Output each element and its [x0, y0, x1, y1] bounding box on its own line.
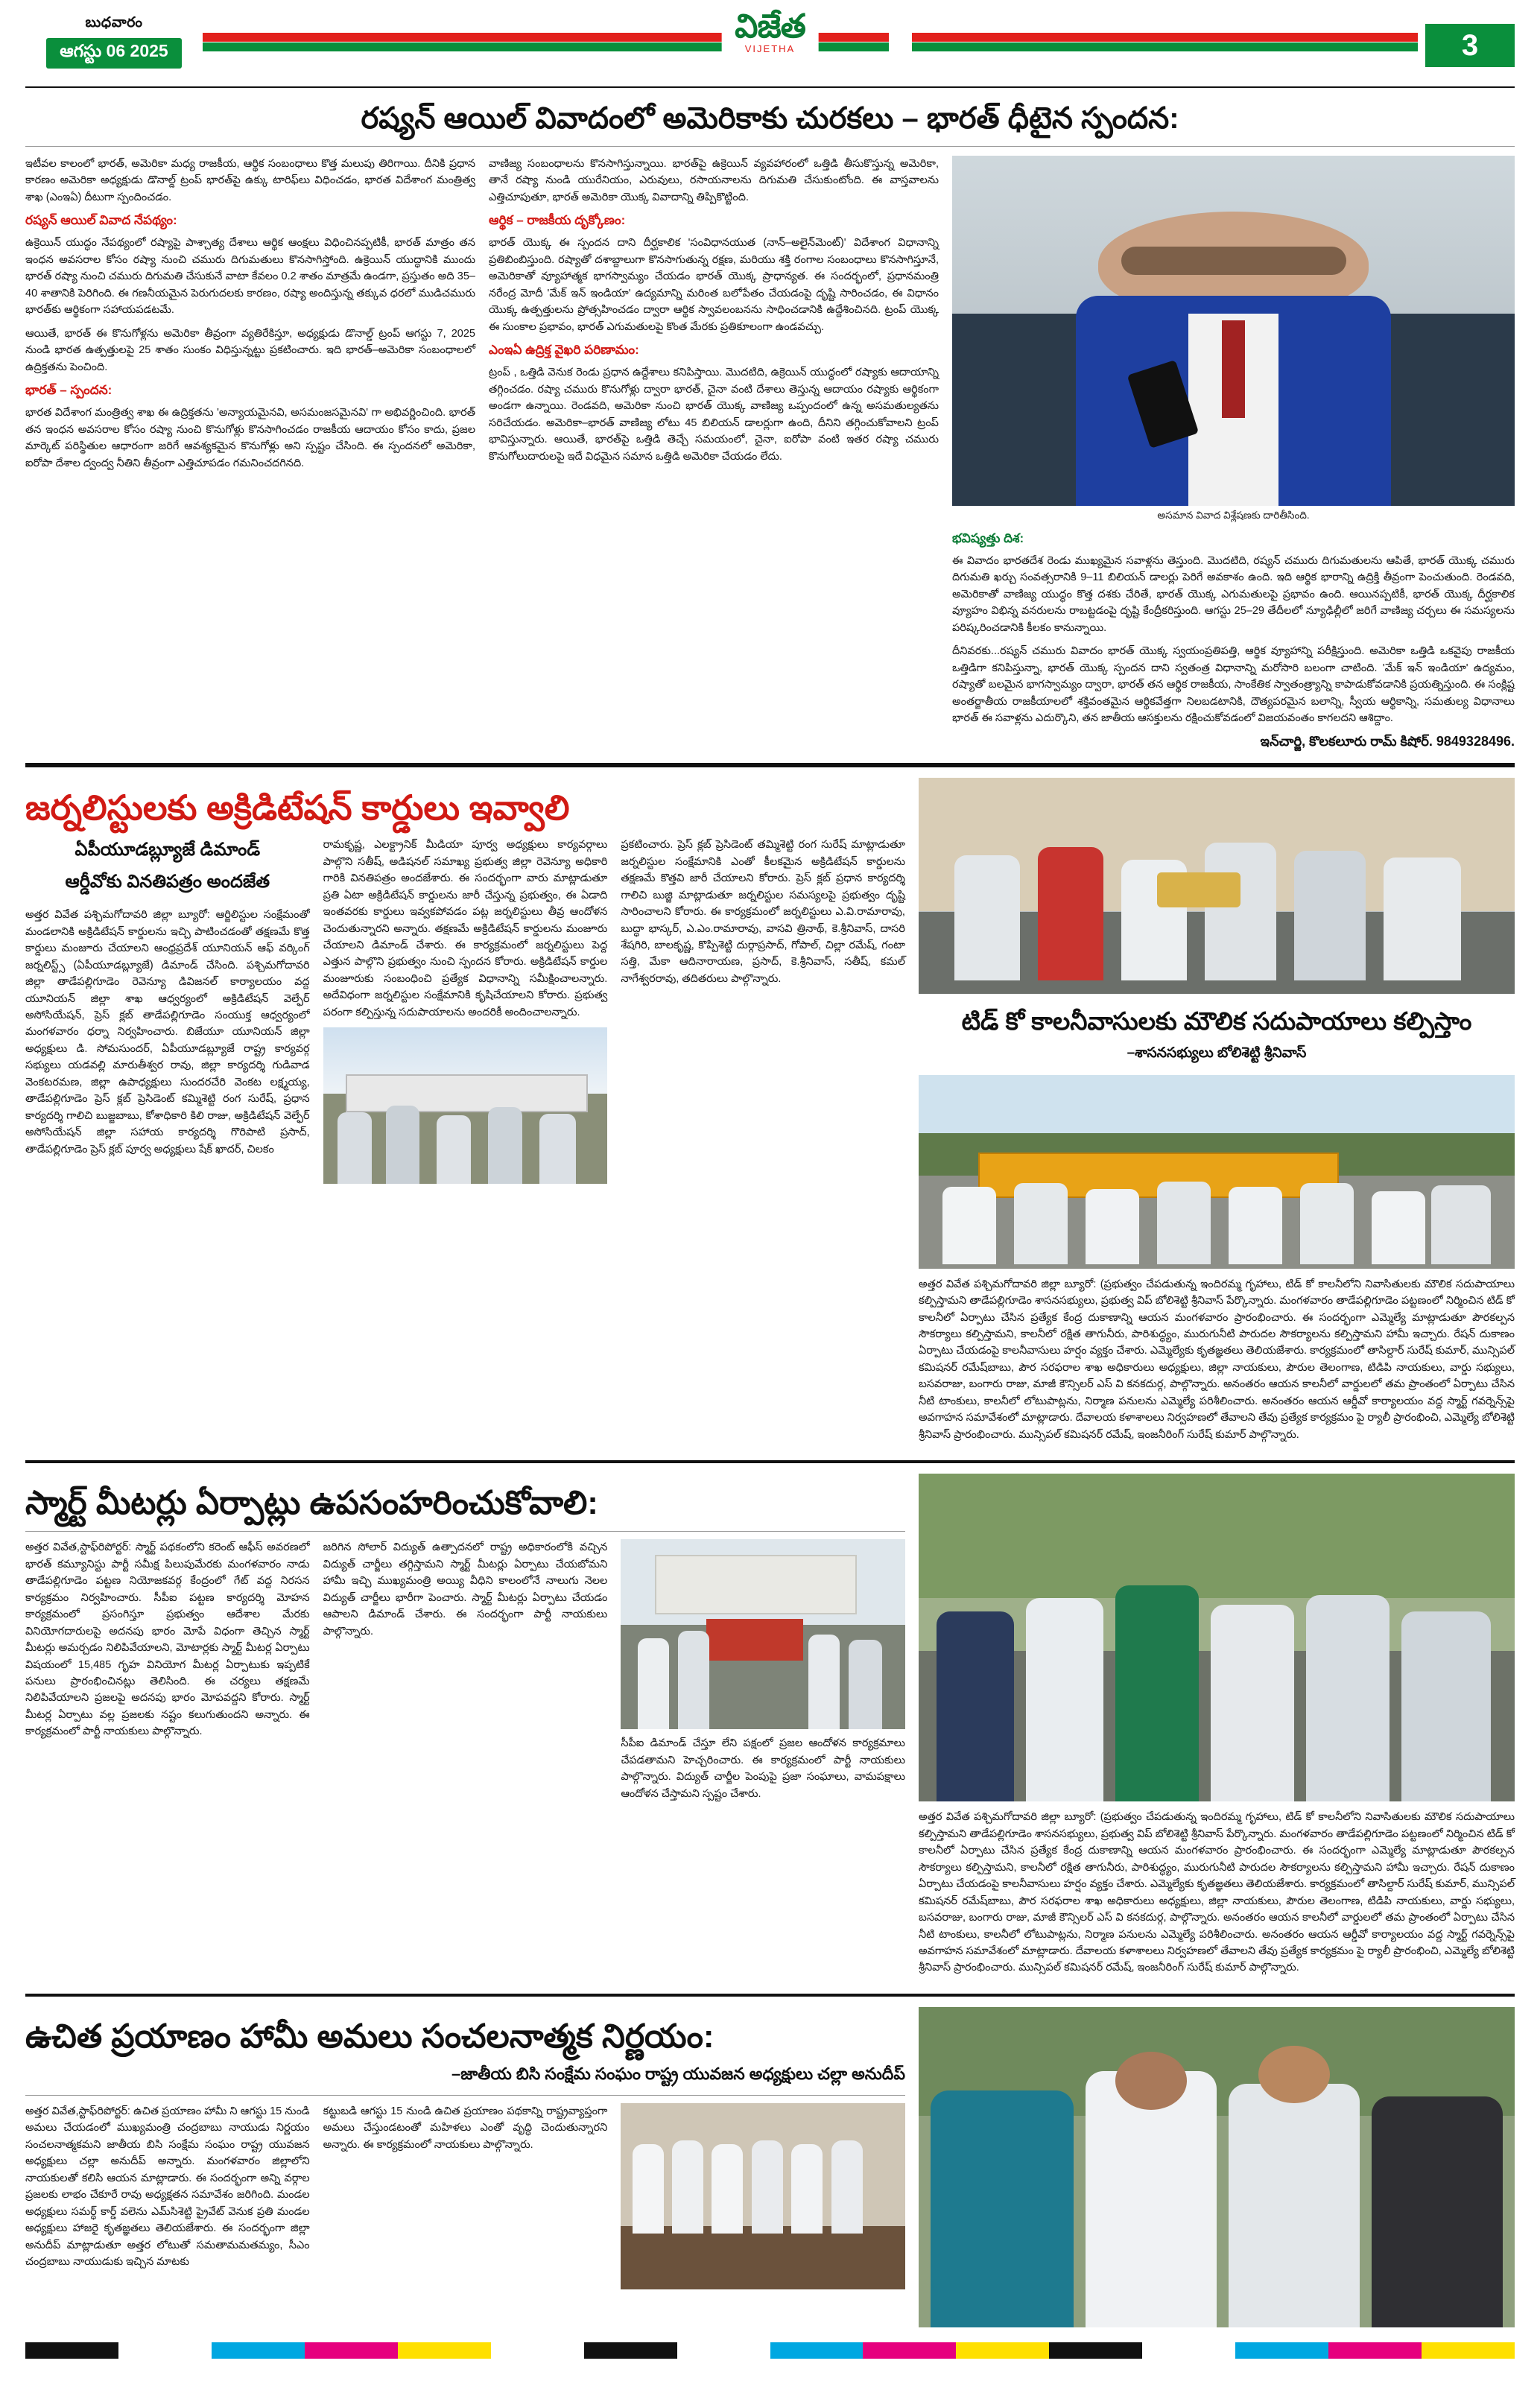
lead-c1-p2: ఉక్రెయిన్ యుద్ధం నేపథ్యంలో రష్యాపై పాశ్చాత్య దేశాలు ఆర్థిక ఆంక్షలు విధించినప్పటికీ, భారత్ మాత్రం తన ఇంధన అవసరాల కోసం రష్యా నుంచి చమురు దిగుమతులు కొనసాగిస్తోంది. ఉక్రెయిన్ యుద్ధానికి ముందు భారత్ రష్యా నుంచి చమురు దిగుమతి చేసుకునే వాటా కేవలం 0.2 శాతం మాత్రమే ఉండగా, ప్రస్తుతం అది 35–40 శాతానికి పెరిగింది. ఈ గణనీయమైన పెరుగుదలకు కారణం, రష్యా అందిస్తున్న తక్కువ ధరలో ముడిచమురు భారత్‌కు ఆర్థికంగా సహాయపడటమే. — [25, 237, 475, 317]
story2-subhead-1: ఏపీయూడబ్ల్యూజే డిమాండ్ — [75, 840, 261, 860]
story2-wrap — [25, 778, 1515, 1451]
story5-photo-meeting — [621, 2103, 905, 2289]
lead-c3-p1: ఈ వివాదం భారతదేశ రెండు ముఖ్యమైన సవాళ్లను తెస్తుంది. మొదటిది, రష్యన్ చమురు దిగుమతులను ఆపితే, భారత్ యొక్క చమురు దిగుమతి ఖర్చు సంవత్సరానికి 9–11 బిలియన్ డాలర్లు పెరిగే అవకాశం ఉంది. ఇది ఆర్థిక భారాన్ని ఉద్రిక్తి తీవ్రంగా పెంచుతుంది. రెండవది, అమెరికాతో వాణిజ్య యుద్ధం కొత్త దశకు చేరితే, భారత్ యొక్క ఎగుమతులపై ప్రభావం ఉంది. ఆయినప్పటికీ, భారత్ యొక్క దీర్ఘకాలిక వ్యూహం విభిన్న వనరులను రాబట్టడంపై దృష్టి కేంద్రీకరిస్తుంది. ఆగస్టు 25–29 తేదీలలో న్యూఢిల్లీలో జరిగే వాణిజ్య చర్చలు ఈ సమస్యలను పరిష్కరించడానికి కీలకం కానున్నాయి. — [952, 555, 1515, 634]
lead-c1-subhead-1: రష్యన్ ఆయిల్ వివాద నేపథ్యం: — [25, 213, 177, 228]
story5-divider — [25, 2095, 905, 2096]
story5-photo-mla — [919, 2007, 1515, 2327]
story3-photo — [919, 778, 1515, 994]
story2-photo-protest — [323, 1027, 608, 1184]
story3-photo-rally — [919, 1075, 1515, 1269]
story5-right-photo-col — [919, 2007, 1515, 2327]
lead-column-2 — [489, 156, 939, 752]
story4-headline: స్మార్ట్ మీటర్లు ఏర్పాట్లు ఉపసంహరించుకోవాలి: — [25, 1485, 598, 1522]
story4-c1-p1: అత్తర వివేత,స్టాఫ్‌రిపోర్టర్: స్మార్ట్ పథకంలోని కరెంట్ ఆఫీస్ అవరణలో భారత్ కమ్యూనిస్టు పార్టీ సమీక్ష పిలుపుమేరకు మంగళవారం నాడు తాడేపల్లిగూడెం పట్టణ నియోజకవర్గ కేంద్రంలో గేట్ వద్ద నిరసన కార్యక్రమం నిర్వహించారు. సీపీఐ పట్టణ కార్యదర్శి మోహన కార్యక్రమంలో ప్రసంగిస్తూ ప్రభుత్వం ఆదేశాల మేరకు వినియోగదారులపై అదనపు భారం మోపే విధంగా తెచ్చిన స్మార్ట్ మీటర్లు అమర్చడం నిలిపివేయాలని, మోటార్లకు స్మార్ట్ మీటర్ల ఏర్పాటు విషయంలో 15,485 గృహ వినియోగ మీటర్ల ఏర్పాటుకు ఇప్పటికే పనులు ప్రారంభించినట్లు తెలిసింది. ఈ చర్యలు తక్షణమే నిలిపివేయాలని ప్రజలపై అదనపు భారం మోపవద్దని కోరారు. స్మార్ట్ మీటర్ల ఏర్పాటు వల్ల ప్రజలకు నష్టం కలుగుతుందని అన్నారు. ఈ కార్యక్రమంలో పార్టీ నాయకులు పాల్గొన్నారు. — [25, 1541, 310, 1738]
story5-c1-p1: అత్తర వివేత,స్టాఫ్‌రిపోర్టర్: ఉచిత ప్రయాణం హామీ ని ఆగస్టు 15 నుండి అమలు చేయడంలో ముఖ్యమంత్రి చంద్రబాబు నాయుడు నిర్ణయం సంచలనాత్మకమని జాతీయ బిసి సంక్షేమ సంఘం రాష్ట్ర యువజన అధ్యక్షులు చల్లా అనుదీప్ అన్నారు. మంగళవారం జిల్లాలోని నాయకులతో కలిసి ఆయన మాట్లాడారు. ఈ సందర్భంగా అన్ని వర్గాల ప్రజలకు లాభం చేకూరే రావు అధ్యక్షతన సమావేశం జరిగింది. మండల అధ్యక్షులు సమర్ధ్ కార్డ్ వలెను ఎమ్‌సిశెట్టి ప్రైవేట్ వెనుక ప్రతి మండల అధ్యక్షులు హాజరై కృతజ్ఞతలు తెలియజేశారు. ఈ సందర్భంగా జిల్లా అనుదీప్ మాట్లాడుతూ అత్తర లోటుతో సమతామమతమ్యం, సీఎం చంద్రబాబు నాయుడుకు ఇచ్చిన మాటకు — [25, 2105, 310, 2269]
masthead-logo-text: విజేత — [735, 8, 805, 45]
story4-c2-p1: జరిగిన సోలార్ విద్యుత్ ఉత్పాదనలో రాష్ట్ర అధికారంలోకి వచ్చిన విద్యుత్ చార్జీలు తగ్గిస్తామని స్మార్ట్ మీటర్లు ఏర్పాటు చేయబోమని హామీ ఇచ్చి ముఖ్యమంత్రి అయ్యి వీధిని కాలంలోనే నాలుగు నెలల విద్యుత్ చార్జీలు భారీగా పెంచారు. స్మార్ట్ మీటర్లు ఏర్పాటు చేయడం ఆపాలని డిమాండ్ చేశారు. ఈ సందర్భంగా పార్టీ నాయకులు పాల్గొన్నారు. — [323, 1541, 608, 1638]
lead-c2-p1: వాణిజ్య సంబంధాలను కొనసాగిస్తున్నాయి. భారత్‌పై ఉక్రెయిన్ వ్యవహారంలో ఒత్తిడి తీసుకొస్తున్న అమెరికా, తానే రష్యా నుండి యురేనియం, ఎరువులు, రసాయనాలను దిగుమతి చేసుకుంటోంది. ఈ వాస్తవాలను ఎత్తిచూపుతూ, భారత్ అమెరికా యొక్క వివాదాన్ని తిప్పికొట్టింది. — [489, 158, 939, 203]
story5-column-1 — [25, 2103, 310, 2289]
section-divider-2 — [25, 1460, 1515, 1463]
lead-photo-caption: అసమాన వివాద విశ్లేషణకు దారితీసింది. — [1157, 510, 1310, 521]
newspaper-page — [0, 10, 1540, 2387]
story4-divider — [25, 1531, 905, 1532]
story3-quote-block — [919, 1006, 1515, 1065]
story2-left — [25, 778, 905, 1451]
story2-column-1 — [25, 837, 310, 1190]
lead-c3-p2: దీనివరకు...రష్యన్ చమురు వివాదం భారత్ యొక్క స్వయంప్రతిపత్తి, ఆర్థిక వ్యూహాన్ని పరీక్షిస్తుంది. అమెరికా ఒత్తిడి ఒకవైపు రాజకీయ ఒత్తిడిగా కనిపిస్తున్నా, భారత్ యొక్క స్పందన దాని స్వతంత్ర విధానాన్ని మరోసారి బలంగా చాటింది. 'మేక్ ఇన్ ఇండియా' ఉద్యమం, రష్యాతో బలమైన భాగస్వామ్యం ద్వారా, భారత్ తన ఆర్థిక రాజకీయ, సాంకేతిక స్వాతంత్ర్యాన్ని కాపాడుకోవడానికి ప్రయత్నిస్తుంది. ఈ సంక్లిష్ట అంతర్జాతీయ రాజకీయాలలో శక్తివంతమైన ఆర్థికవేత్తగా నిలబడటానికి, దౌత్యపరమైన బలాన్ని, స్వీయ ఆర్థికాన్ని, సమతుల్య విధానాలు భారత్ ఈ సవాళ్లను ఎదుర్కొని, తన జాతీయ ఆసక్తులను రక్షించుకోవడంలో విజయవంతం కాగలదని ఆశిద్దాం. — [952, 645, 1515, 725]
story4-column-1 — [25, 1539, 310, 1809]
story3-body: అత్తర వివేత పశ్చిమగోదావరి జిల్లా బ్యూరో: (ప్రభుత్వం చేపడుతున్న ఇందిరమ్మ గృహాలు, టిడ్ కో కాలనీలోని నివాసితులకు మౌలిక సదుపాయాలు కల్పిస్తామని తాడేపల్లిగూడెం శాసనసభ్యులు, ప్రభుత్వ విప్ బోలిశెట్టి శ్రీనివాస్ పేర్కొన్నారు. మంగళవారం తాడేపల్లిగూడెం పట్టణంలో నిర్మించిన టిడ్ కో కాలనీలో ఏర్పాటు చేసిన ప్రత్యేక కేంద్ర దుకాణాన్ని ఆయన మంగళవారం ప్రారంభించారు. ఈ సందర్భంగా ఎమ్మెల్యే మాట్లాడుతూ పౌరకల్పన సౌకర్యాలు కల్పిస్తామని, కాలనీలో రక్షిత తాగునీరు, పారిశుద్ధ్యం, మురుగునీటి పారుదల సౌకర్యాలను కల్పిస్తామని హామీ ఇచ్చారు. రేషన్ దుకాణం ఏర్పాటు చేయడంపై కాలనీవాసులు హర్షం వ్యక్తం చేశారు. ఎమ్మెల్యేకు కృతజ్ఞతలు తెలియజేశారు. కార్యక్రమంలో తాసిల్దార్ సురేష్ కుమార్, మున్సిపల్ కమిషనర్ రమేష్‌బాబు, పౌర సరఫరాల శాఖ అధికారులు అధ్యక్షులు, జిల్లా నాయకులు, పౌరుల తెలంగాణ, టిడిపి నాయకులు, వార్డు సభ్యులు, బసవరాజు, బంగారు రాజు, మాజీ కౌన్సిలర్ ఎస్ వి కనకదుర్గ, పాల్గొన్నారు. అనంతరం ఆయన కాలనీలో వార్డులలో తమ ప్రాంతంలో ఏర్పాటు చేసిన నీటి టాంకులు, కాలనీలో లోటుపాట్లను, నిర్మాణ పనులను ఎమ్మెల్యే పరిశీలించారు. అనంతరం ఆయన ఆర్డీవో కార్యాలయం వద్ద స్మార్ట్ గవర్నెన్స్‌పై అవగాహన సమావేశంలో మాట్లాడారు. దేవాలయ కళాశాలలు నిర్వహణలో తేవాలని తేవు ప్రత్యేక కార్యక్రమం పై ర్యాలీ ప్రారంభించి, ఎమ్మెల్యే బోలిశెట్టి శ్రీనివాస్ ప్రారంభించారు. మున్సిపల్ కమిషనర్ రమేష్, ఇంజనీరింగ్ సురేష్ కుమార్ పాల్గొన్నారు. — [918, 1278, 1515, 1441]
story2-c1-p1: అత్తర వివేత పశ్చిమగోదావరి జిల్లా బ్యూరో: ఆర్జిలిస్టుల సంక్షేమంతో మండలానికి అక్రిడిటేషన్ కార్డులను ఇచ్చి పాటించడంతో తక్షణమే కొత్త కార్డులు మంజూరు చేయాలని ఆంధ్రప్రదేశ్ యూనియన్ ఆఫ్ వర్కింగ్ జర్నలిస్ట్స్ (ఏపీయూడబ్ల్యూజే) డిమాండ్ చేసింది. పశ్చిమగోదావరి జిల్లా తాడేపల్లిగూడెం రెవెన్యూ డివిజనల్ కార్యాలయం వద్ద యూనియన్ జిల్లా శాఖ ఆధ్వర్యంలో అక్రిడిటేషన్ వెల్ఫేర్ అసోసియేషన్, ప్రెస్ క్లబ్ తాడేపల్లిగూడెం సంయుక్త ఆధ్వర్యంలో మంగళవారం ధర్నా నిర్వహించారు. బిజేయూ యూనియన్ జిల్లా అధ్యక్షులు డి. సోమసుందర్, ఏపీయూడబ్ల్యూజే రాష్ట్ర కార్యవర్గ సభ్యులు యడవల్లి మారుతీశ్వర రావు, జిల్లా కార్యదర్శి గుడివాడ వెంకటరమణ, జిల్లా ఉపాధ్యక్షులు సుందరచేరి వెంకట లక్ష్మయ్య, తాడేపల్లిగూడెం ప్రెస్ క్లబ్ ప్రెసిడెంట్ కమ్మిశెట్టి రంగ సురేష్, ప్రధాన కార్యదర్శి గాలిచి బుజ్జబాబు, కోశాధికారి కిలి రాజు, అక్రిడిటేషన్ వెల్ఫేర్ అసోసియేషన్ జిల్లా సహాయ కార్యదర్శి గొరిపాటి ప్రసాద్, తాడేపల్లిగూడెం ప్రెస్ క్లబ్ పూర్వ అధ్యక్షులు షేక్ ఖాదర్, చిలకం — [25, 909, 310, 1156]
story3-attribution: –శాసనసభ్యులు బోలిశెట్టి శ్రీనివాస్ — [1127, 1044, 1307, 1061]
story5-headline: ఉచిత ప్రయాణం హామీ అమలు సంచలనాత్మక నిర్ణయం: — [25, 2017, 714, 2055]
section-divider-1 — [25, 763, 1515, 767]
story5-wrap — [25, 2007, 1515, 2327]
story2-column-2 — [323, 837, 608, 1190]
story4-wrap — [25, 1474, 1515, 1983]
masthead — [25, 10, 1515, 82]
story4-photo-cpi — [621, 1539, 905, 1729]
masthead-divider — [25, 86, 1515, 88]
story3-quote: టిడ్ కో కాలనీవాసులకు మౌలిక సదుపాయాలు కల్పిస్తాం — [961, 1007, 1472, 1035]
story2-subhead-2: ఆర్డీవోకు వినతిపత్రం అందజేత — [65, 872, 270, 893]
story3-photo-group — [919, 1474, 1515, 1801]
lead-c1-p1: ఇటీవల కాలంలో భారత్, అమెరికా మధ్య రాజకీయ, ఆర్థిక సంబంధాలు కొత్త మలుపు తిరిగాయి. దీనికి ప్రధాన కారణం అమెరికా అధ్యక్షుడు డొనాల్డ్ ట్రంప్ భారత్‌పై ఉక్కు టారిఫ్‌లు విధించడం, భారత విదేశాంగ మంత్రిత్వ శాఖ (ఎంఇఏ) దీటుగా స్పందించడం. — [25, 158, 475, 203]
page-number-badge: 3 — [1425, 24, 1515, 67]
lead-c2-subhead-2: ఎంఇఏ ఉద్రిక్త వైఖరి పరిణామం: — [489, 343, 639, 358]
lead-c2-subhead-1: ఆర్థిక – రాజకీయ దృక్కోణం: — [489, 213, 626, 228]
masthead-logo-subtext: VIJETHA — [744, 43, 796, 54]
lead-c2-p3: ట్రంప్ , ఒత్తిడి వెనుక రెండు ప్రధాన ఉద్దేశాలు కనిపిస్తాయి. మొదటిది, ఉక్రెయిన్ యుద్ధంలో రష్యాకు ఆదాయాన్ని తగ్గించడం. రష్యా చమురు కొనుగోళ్లు ద్వారా భారత్, చైనా వంటి దేశాలు తెస్తున్న ఆదాయం రష్యాకు ఆర్థికంగా అండగా ఉన్నాయి. రెండవది, అమెరికా నుంచి భారత్ యొక్క వాణిజ్య ఒప్పందంలో ఉన్న అసమతుల్యతను సరిచేయడం. అమెరికా–భారత్ వాణిజ్య లోటు 45 బిలియన్ డాలర్లుగా ఉంది, దీనిని తగ్గించుకోవాలని ట్రంప్ భావిస్తున్నారు. ఆయితే, భారత్‌పై ఒత్తిడి తెచ్చే సమయంలో, చైనా, ఐరోపా వంటి ఇతర రష్యా చమురు కొనుగోలుదారులపై ఇదే విధమైన సమాన ఒత్తిడి అమెరికా చేయడం లేదు. — [489, 367, 939, 463]
story4-column-2 — [323, 1539, 608, 1809]
masthead-logo — [721, 10, 819, 54]
lead-c2-p2: భారత్ యొక్క ఈ స్పందన దాని దీర్ఘకాలిక 'సంవిధానయుత (నాన్–అలైన్‌మెంట్)' విదేశాంగ విధానాన్ని ప్రతిబింబిస్తుంది. రష్యాతో దశాబ్దాలుగా కొనసాగుతున్న రక్షణ, మరియు శక్తి రంగాల సంబంధాలు కొనసాగిస్తూనే, అమెరికాతో వ్యూహాత్మక భాగస్వామ్యం చేయడం భారత్ యొక్క ప్రాధాన్యత. ఈ సందర్భంలో, ప్రధానమంత్రి నరేంద్ర మోదీ 'మేక్ ఇన్ ఇండియా' ఉద్యమాన్ని మరింత బలోపేతం చేయడంపై దృష్టి సారించడం, ఈ విధానం యొక్క ఉత్పత్తులను ప్రోత్సహించడం ద్వారా ఆర్థిక స్వావలంబనను సాధించడానికి ఉద్దేశించినది. ట్రంప్ యొక్క ఈ సుంకాల ప్రభావం, భారత్ ఎగుమతులపై కొంత మేరకు ప్రతికూలంగా ఉండవచ్చు. — [489, 237, 939, 333]
story3-wrap — [919, 778, 1515, 1451]
masthead-date: ఆగస్టు 06 2025 — [46, 38, 181, 69]
story4-right-photo-col — [919, 1474, 1515, 1983]
story5-column-2 — [323, 2103, 608, 2289]
footer-registration-bars — [25, 2342, 1515, 2359]
story5-column-3 — [621, 2103, 905, 2289]
lead-c3-subhead-1: భవిష్యత్తు దిశ: — [952, 531, 1024, 545]
story5-left — [25, 2007, 905, 2327]
lead-c1-p4: భారత విదేశాంగ మంత్రిత్వ శాఖ ఈ ఉద్రిక్తతను 'అన్యాయమైనవి, అసమంజసమైనవి' గా అభివర్ణించింది. భారత్ తన ఇంధన అవసరాల కోసం రష్యా నుంచి కొనుగోళ్లు కొనసాగించడం రాజకీయ ఆదాయం కోసం కాదు, ప్రజల మార్కెట్ పరిస్థితుల ఆధారంగా జరిగే ఆవశ్యకమైన కొనుగోళ్లు అని స్పష్టం చేసింది. ఈ స్పందనలో అమెరికా, ఐరోపా దేశాల ద్వంద్వ నీతిని తీవ్రంగా ఎత్తిచూపడం గమనించదగినది. — [25, 407, 475, 469]
story2-c2-p1: రామకృష్ణ, ఎలక్ట్రానిక్ మీడియా పూర్వ అధ్యక్షులు కార్యవర్గాలు పాల్గొని సతీష్, అడిషనల్ సమాఖ్య ప్రభుత్వ జిల్లా రెవెన్యూ అధికారి గారికి వినతిపత్రం అందజేశారు. ఈ సందర్భంగా వారు మాట్లాడుతూ ప్రతి ఏటా అక్రిడిటేషన్ కార్డులను జారీ చేస్తున్న ప్రభుత్వం, ఈ ఏడాది ఇంతవరకు కార్డులు ఇవ్వకపోవడం పట్ల జర్నలిస్టులు తీవ్ర ఆందోళన చెందుతున్నారని అన్నారు. తక్షణమే అక్రిడిటేషన్ కార్డులను మంజూరు చేయాలని డిమాండ్ చేశారు. ఈ కార్యక్రమంలో జర్నలిస్టులు పెద్ద ఎత్తున పాల్గొని ప్రభుత్వం నుంచి స్పందన కోరారు. అక్రిడిటేషన్ కార్డుల మంజూరుకు సంబంధించి ప్రత్యేక విధానాన్ని సమీక్షించాలన్నారు. అదేవిధంగా జర్నలిస్టుల సంక్షేమానికి కృషిచేయాలని కోరారు. ప్రభుత్వ పరంగా కల్పిస్తున్న సదుపాయాలను అందరికీ అందించాలన్నారు. — [323, 839, 608, 1018]
section-divider-3 — [25, 1994, 1515, 1997]
story4-column-3 — [621, 1539, 905, 1809]
story4-right-body: అత్తర వివేత పశ్చిమగోదావరి జిల్లా బ్యూరో: (ప్రభుత్వం చేపడుతున్న ఇందిరమ్మ గృహాలు, టిడ్ కో కాలనీలోని నివాసితులకు మౌలిక సదుపాయాలు కల్పిస్తామని తాడేపల్లిగూడెం శాసనసభ్యులు, ప్రభుత్వ విప్ బోలిశెట్టి శ్రీనివాస్ పేర్కొన్నారు. మంగళవారం తాడేపల్లిగూడెం పట్టణంలో నిర్మించిన టిడ్ కో కాలనీలో ఏర్పాటు చేసిన ప్రత్యేక కేంద్ర దుకాణాన్ని ఆయన మంగళవారం ప్రారంభించారు. ఈ సందర్భంగా ఎమ్మెల్యే మాట్లాడుతూ పౌరకల్పన సౌకర్యాలు కల్పిస్తామని, కాలనీలో రక్షిత తాగునీరు, పారిశుద్ధ్యం, మురుగునీటి పారుదల సౌకర్యాలను కల్పిస్తామని హామీ ఇచ్చారు. రేషన్ దుకాణం ఏర్పాటు చేయడంపై కాలనీవాసులు హర్షం వ్యక్తం చేశారు. ఎమ్మెల్యేకు కృతజ్ఞతలు తెలియజేశారు. కార్యక్రమంలో తాసిల్దార్ సురేష్ కుమార్, మున్సిపల్ కమిషనర్ రమేష్‌బాబు, పౌర సరఫరాల శాఖ అధికారులు అధ్యక్షులు, జిల్లా నాయకులు, పౌరుల తెలంగాణ, టిడిపి నాయకులు, వార్డు సభ్యులు, బసవరాజు, బంగారు రాజు, మాజీ కౌన్సిలర్ ఎస్ వి కనకదుర్గ, పాల్గొన్నారు. అనంతరం ఆయన కాలనీలో వార్డులలో తమ ప్రాంతంలో ఏర్పాటు చేసిన నీటి టాంకులు, కాలనీలో లోటుపాట్లను, నిర్మాణ పనులను ఎమ్మెల్యే పరిశీలించారు. అనంతరం ఆయన ఆర్డీవో కార్యాలయం వద్ద స్మార్ట్ గవర్నెన్స్‌పై అవగాహన సమావేశంలో మాట్లాడారు. దేవాలయ కళాశాలలు నిర్వహణలో తేవాలని తేవు ప్రత్యేక కార్యక్రమం పై ర్యాలీ ప్రారంభించి, ఎమ్మెల్యే బోలిశెట్టి శ్రీనివాస్ ప్రారంభించారు. మున్సిపల్ కమిషనర్ రమేష్, ఇంజనీరింగ్ సురేష్ కుమార్ పాల్గొన్నారు. — [918, 1811, 1515, 1974]
lead-headline: రష్యన్ ఆయిల్ వివాదంలో అమెరికాకు చురకలు – భారత్ ధీటైన స్పందన: — [361, 102, 1179, 135]
lead-photo-column — [952, 156, 1515, 752]
lead-divider — [25, 146, 1515, 147]
lead-credit: ఇన్‌చార్జి, కొలకలూరు రామ్ కిషోర్. 9849328496. — [1260, 733, 1515, 749]
story2-c3-p1: ప్రకటించారు. ప్రెస్ క్లబ్ ప్రెసిడెంట్ తమ్మిశెట్టి రంగ సురేష్ మాట్లాడుతూ జర్నలిస్టుల సంక్షేమానికి ఎంతో కీలకమైన అక్రిడిటేషన్ కార్డులను తక్షణమే కొత్తవి జారీ చేయాలని కోరారు. ప్రెస్ క్లబ్ ప్రధాన కార్యదర్శి గాలిచి బుజ్జి మాట్లాడుతూ జర్నలిస్టుల సమస్యలపై ప్రభుత్వం దృష్టి సారించాలని కోరారు. ఈ కార్యక్రమంలో జర్నలిస్టులు ఎ.వి.రామారావు, బుద్ధా భాస్కర్, ఎ.ఎం.రామారావు, వాసవి త్రినాథ్, కె.శ్రీనివాస్, దాసరి శేషగిరి, బాలకృష్ణ, కొప్పిశెట్టి దుర్గాప్రసాద్, గోపాల్, చిల్లా రమేష్, గంటా సత్తి, మేకా ఆదినారాయణ, ప్రసాద్, కె.శ్రీనివాస్, సతీష్, కమల్ నాగేశ్వరరావు, తదితరులు పాల్గొన్నారు. — [621, 839, 905, 985]
lead-photo — [952, 156, 1515, 506]
lead-column-1 — [25, 156, 475, 752]
story4-c3-p1: సీపీఐ డిమాండ్ చేస్తూ లేని పక్షంలో ప్రజల ఆందోళన కార్యక్రమాలు చేపడతామని హెచ్చరించారు. ఈ కార్యక్రమంలో పార్టీ నాయకులు పాల్గొన్నారు. విద్యుత్ చార్జీల పెంపుపై ప్రజా సంఘాలు, వామపక్షాలు ఆందోళన చేస్తామని స్పష్టం చేశారు. — [621, 1737, 905, 1800]
story5-subhead: –జాతీయ బిసి సంక్షేమ సంఘం రాష్ట్ర యువజన అధ్యక్షులు చల్లా అనుదీప్ — [451, 2064, 905, 2083]
story2-column-3 — [621, 837, 905, 1190]
story4-left — [25, 1474, 905, 1983]
story5-c2-p1: కట్టుబడి ఆగస్టు 15 నుండి ఉచిత ప్రయాణం పథకాన్ని రాష్ట్రవ్యాప్తంగా అమలు చేస్తుండటంతో మహిళలు ఎంతో వృద్ధి చెందుతున్నారని అన్నారు. ఈ కార్యక్రమంలో నాయకులు పాల్గొన్నారు. — [323, 2105, 608, 2151]
lead-c1-p3: ఆయితే, భారత్ ఈ కొనుగోళ్లను అమెరికా తీవ్రంగా వ్యతిరేకిస్తూ, అధ్యక్షుడు డొనాల్డ్ ట్రంప్ ఆగస్టు 7, 2025 నుండి భారత ఉత్పత్తులపై 25 శాతం సుంకం విధిస్తున్నట్టు ప్రకటించారు. ఇది భారత్–అమెరికా సంబంధాలలో ఉద్రిక్తతను పెంచింది. — [25, 327, 475, 373]
lead-columns — [25, 156, 1515, 752]
masthead-date-block — [25, 13, 203, 70]
lead-c1-subhead-2: భారత్ – స్పందన: — [25, 383, 113, 398]
story2-headline: జర్నలిస్టులకు అక్రిడిటేషన్ కార్డులు ఇవ్వాలి — [25, 787, 570, 827]
masthead-day: బుధవారం — [85, 15, 143, 31]
